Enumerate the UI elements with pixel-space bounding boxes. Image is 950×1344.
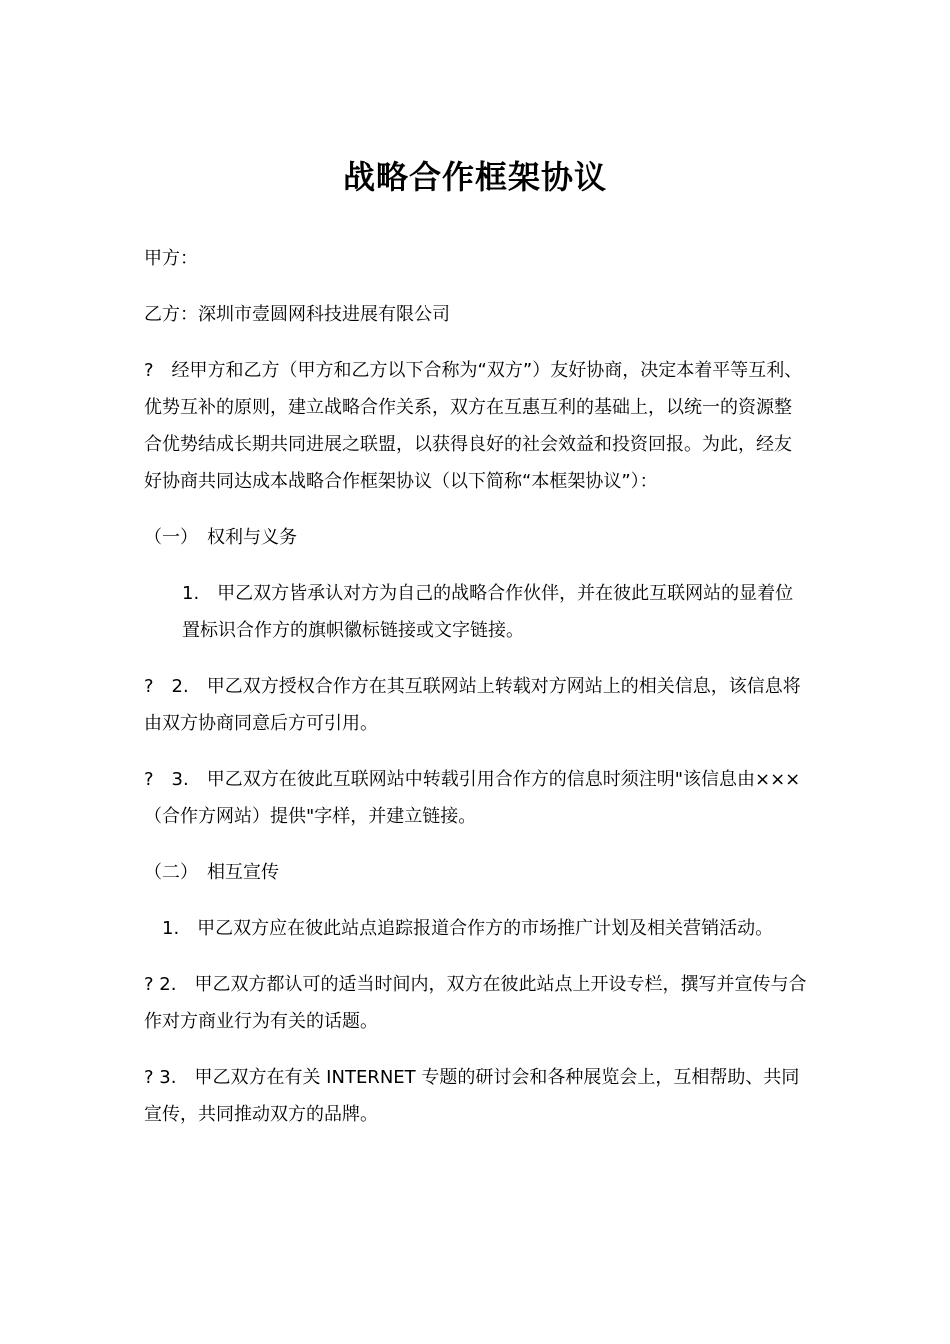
clause-1-3: ? 3. 甲乙双方在彼此互联网站中转载引用合作方的信息时须注明"该信息由×××（合作方网站）提供"字样，并建立链接。 (144, 769, 801, 827)
clause-2-1: 1. 甲乙双方应在彼此站点追踪报道合作方的市场推广计划及相关营销活动。 (162, 918, 774, 939)
preamble-paragraph: ? 经甲方和乙方（甲方和乙方以下合称为“双方”）友好协商，决定本着平等互利、优势互补的原则，建立战略合作关系，双方在互惠互利的基础上，以统一的资源整合优势结成长期共同进展之联盟，以获得良好的社会效益和投资回报。为此，经友好协商共同达成本战略合作框架协议（以下简称“本框架协议”）： (144, 360, 803, 492)
clause-1-1: 1. 甲乙双方皆承认对方为自己的战略合作伙伴，并在彼此互联网站的显着位置标识合作方的旗帜徽标链接或文字链接。 (182, 583, 794, 641)
party-b-line: 乙方：深圳市壹圆网科技进展有限公司 (144, 304, 450, 325)
document-body (144, 240, 809, 1152)
clause-2-3: ? 3. 甲乙双方在有关 INTERNET 专题的研讨会和各种展览会上，互相帮助、共同宣传，共同推动双方的品牌。 (144, 1067, 800, 1125)
document-title: 战略合作框架协议 (342, 158, 607, 196)
section-heading-rights: （一） 权利与义务 (144, 527, 297, 548)
clause-1-2: ? 2. 甲乙双方授权合作方在其互联网站上转载对方网站上的相关信息，该信息将由双方协商同意后方可引用。 (144, 676, 801, 734)
party-a-line: 甲方： (144, 248, 198, 269)
section-heading-promotion: （二） 相互宣传 (144, 862, 279, 883)
clause-2-2: ? 2. 甲乙双方都认可的适当时间内，双方在彼此站点上开设专栏，撰写并宣传与合作对方商业行为有关的话题。 (144, 974, 807, 1032)
